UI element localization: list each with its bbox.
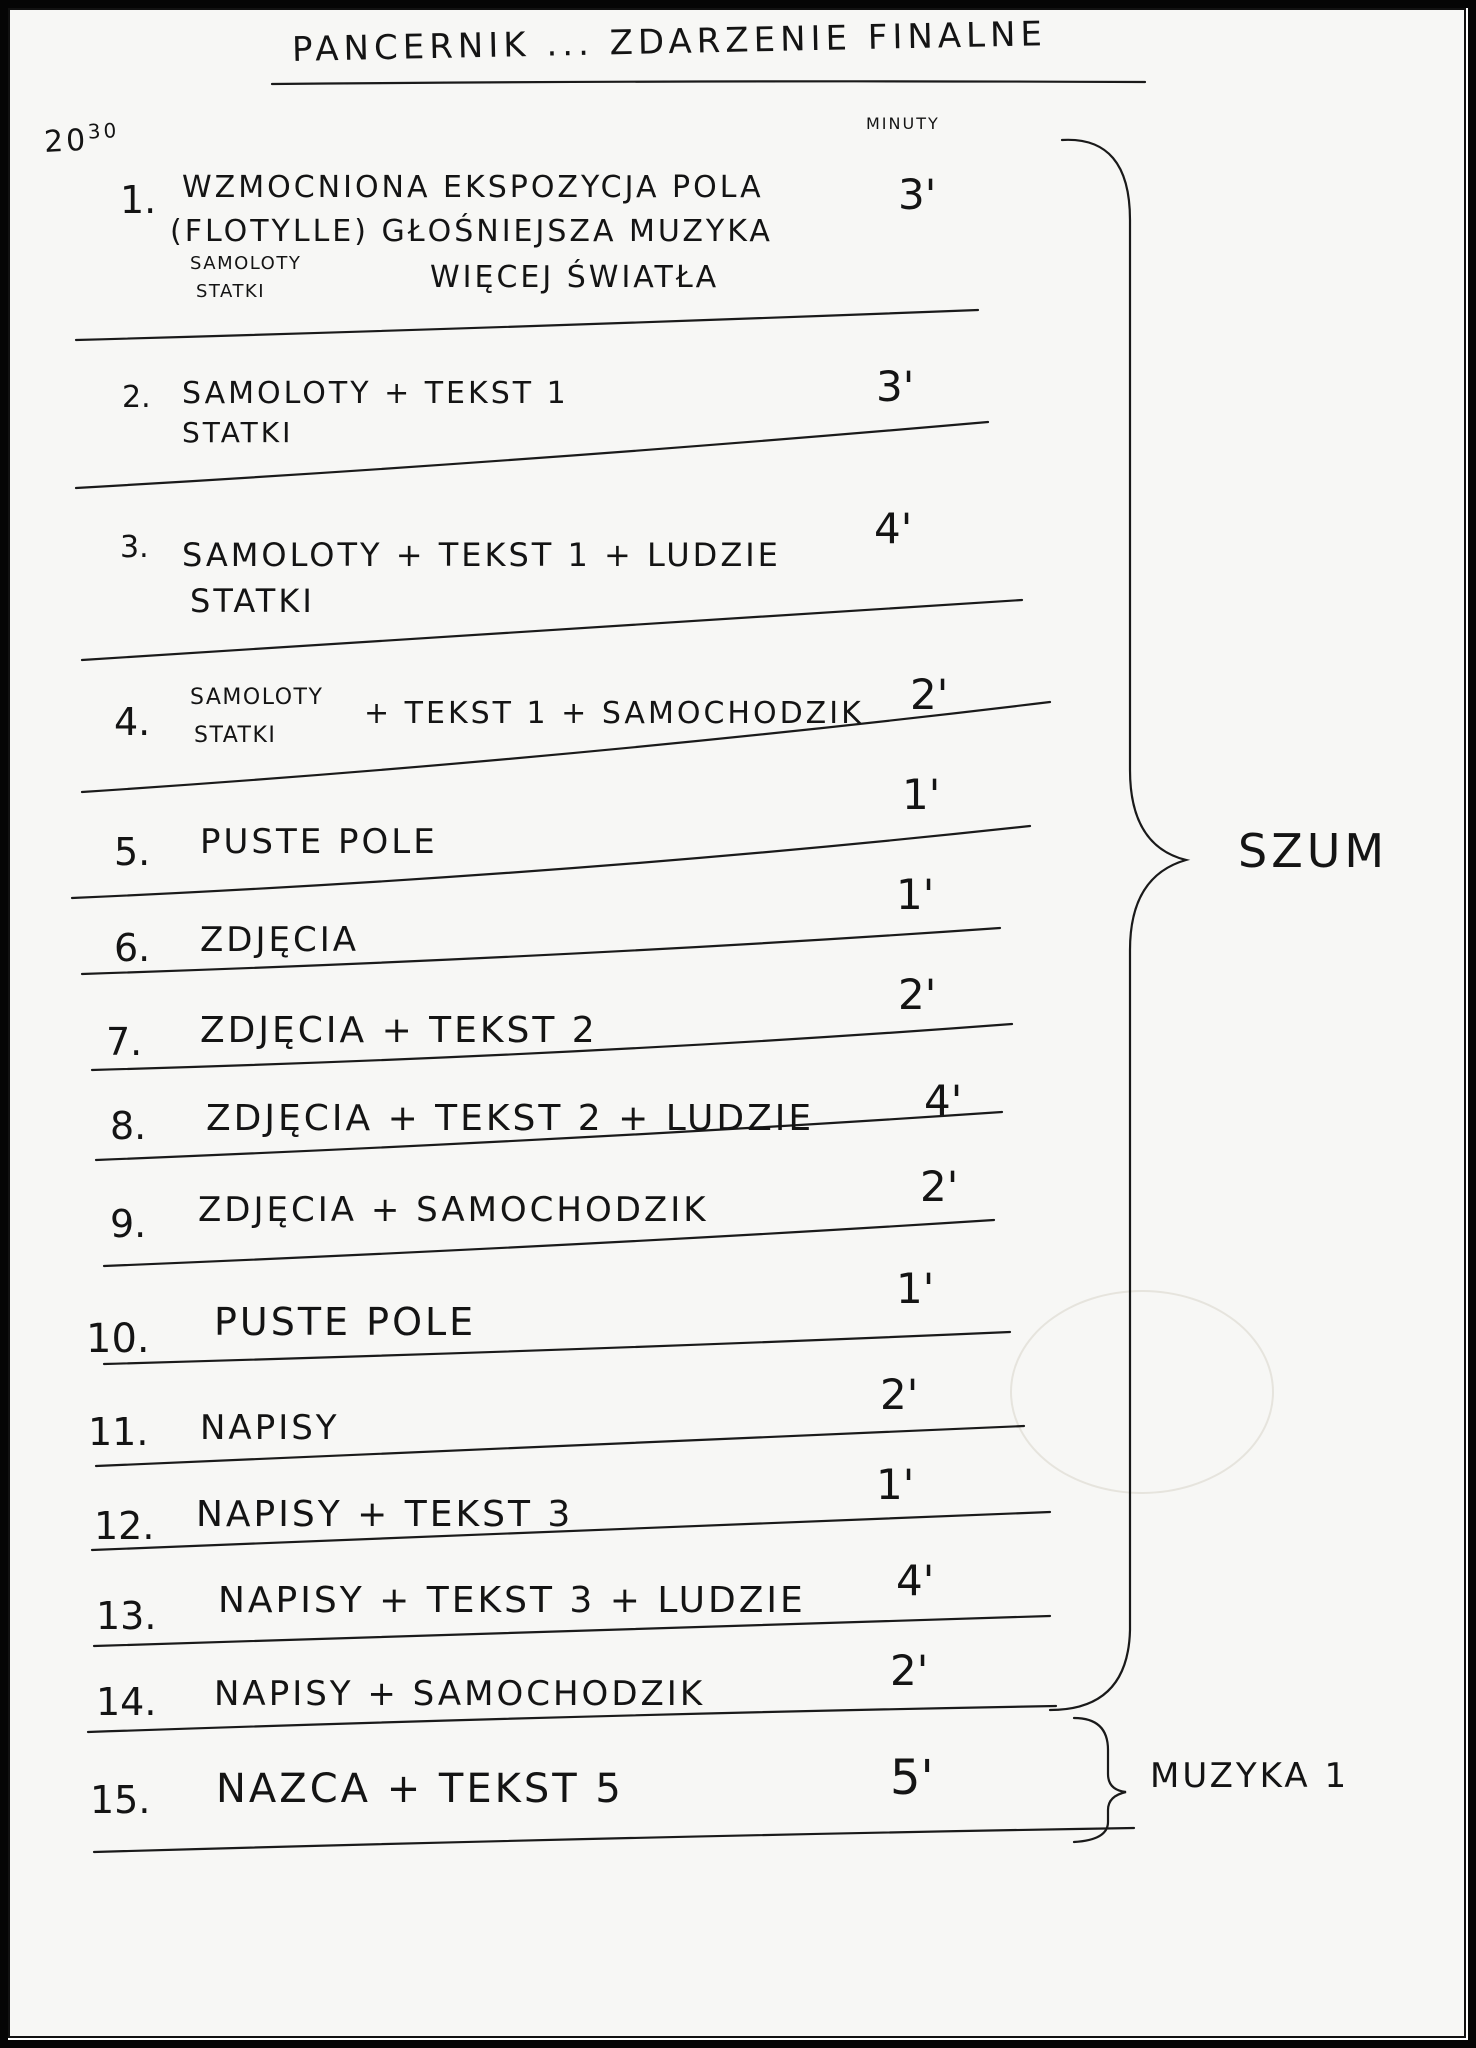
row-10-line-1: PUSTE POLE	[214, 1300, 477, 1344]
row-6-number: 6.	[114, 926, 151, 970]
row-12-number: 12.	[94, 1504, 155, 1548]
row-3-number: 3.	[120, 530, 149, 565]
row-2-line-1: SAMOLOTY + TEKST 1	[182, 376, 569, 411]
row-8-line-1: ZDJĘCIA + TEKST 2 + LUDZIE	[206, 1098, 815, 1139]
row-7-minutes: 2'	[898, 970, 937, 1019]
row-4-aside-top: SAMOLOTY	[190, 685, 324, 710]
row-2-number: 2.	[122, 380, 151, 415]
row-11-number: 11.	[88, 1410, 149, 1454]
row-9-minutes: 2'	[920, 1162, 959, 1211]
row-14-line-1: NAPISY + SAMOCHODZIK	[214, 1674, 706, 1714]
row-divider-15	[94, 1828, 1134, 1852]
row-2-minutes: 3'	[876, 362, 915, 411]
row-4-line-1: + TEKST 1 + SAMOCHODZIK	[364, 696, 864, 731]
row-1-aside-top: SAMOLOTY	[190, 253, 302, 274]
minutes-column-header: MINUTY	[866, 114, 940, 133]
row-3-line-1: SAMOLOTY + TEKST 1 + LUDZIE	[182, 536, 781, 574]
row-4-aside-bottom: STATKI	[194, 723, 277, 748]
row-11-minutes: 2'	[880, 1370, 919, 1419]
row-15-minutes: 5'	[890, 1750, 934, 1806]
row-1-minutes: 3'	[898, 170, 937, 219]
row-3-minutes: 4'	[874, 504, 913, 553]
row-1-line-1: WZMOCNIONA EKSPOZYCJA POLA	[182, 170, 764, 205]
title-underline	[272, 81, 1145, 84]
row-9-number: 9.	[110, 1202, 147, 1246]
row-13-number: 13.	[96, 1594, 157, 1638]
page-title: PANCERNIK ... ZDARZENIE FINALNE	[291, 14, 1048, 70]
row-6-line-1: ZDJĘCIA	[200, 920, 360, 960]
row-9-line-1: ZDJĘCIA + SAMOCHODZIK	[198, 1190, 709, 1230]
row-5-number: 5.	[114, 830, 151, 874]
row-2-line-2: STATKI	[182, 416, 294, 449]
row-15-line-1: NAZCA + TEKST 5	[216, 1766, 624, 1812]
row-6-minutes: 1'	[896, 870, 935, 919]
row-8-number: 8.	[110, 1104, 147, 1148]
row-12-line-1: NAPISY + TEKST 3	[196, 1494, 574, 1535]
row-1-aside-bottom: STATKI	[196, 281, 266, 302]
row-13-minutes: 4'	[896, 1556, 935, 1605]
row-3-line-2: STATKI	[190, 582, 315, 620]
row-5-minutes: 1'	[902, 770, 941, 819]
row-4-number: 4.	[114, 700, 151, 744]
muzyka-label: MUZYKA 1	[1150, 1756, 1350, 1796]
szum-brace	[1050, 140, 1186, 1710]
handwritten-page	[8, 8, 1466, 2038]
row-1-line-3: WIĘCEJ ŚWIATŁA	[430, 260, 720, 295]
row-15-number: 15.	[90, 1778, 151, 1822]
row-7-number: 7.	[106, 1020, 143, 1064]
row-10-number: 10.	[86, 1316, 150, 1362]
row-8-minutes: 4'	[924, 1076, 963, 1125]
row-12-minutes: 1'	[876, 1460, 915, 1509]
start-time: $20^{30}$	[43, 118, 120, 160]
row-1-line-2: (FLOTYLLE) GŁOŚNIEJSZA MUZYKA	[170, 214, 773, 249]
row-4-minutes: 2'	[910, 670, 949, 719]
row-divider-1	[76, 310, 978, 340]
row-10-minutes: 1'	[896, 1264, 935, 1313]
row-5-line-1: PUSTE POLE	[200, 822, 438, 862]
szum-label: SZUM	[1238, 824, 1389, 878]
row-11-line-1: NAPISY	[200, 1408, 340, 1448]
row-13-line-1: NAPISY + TEKST 3 + LUDZIE	[218, 1580, 806, 1621]
row-7-line-1: ZDJĘCIA + TEKST 2	[200, 1010, 598, 1051]
muzyka-brace	[1074, 1718, 1126, 1842]
row-14-minutes: 2'	[890, 1646, 929, 1695]
row-14-number: 14.	[96, 1680, 157, 1724]
row-1-number: 1.	[120, 178, 157, 222]
